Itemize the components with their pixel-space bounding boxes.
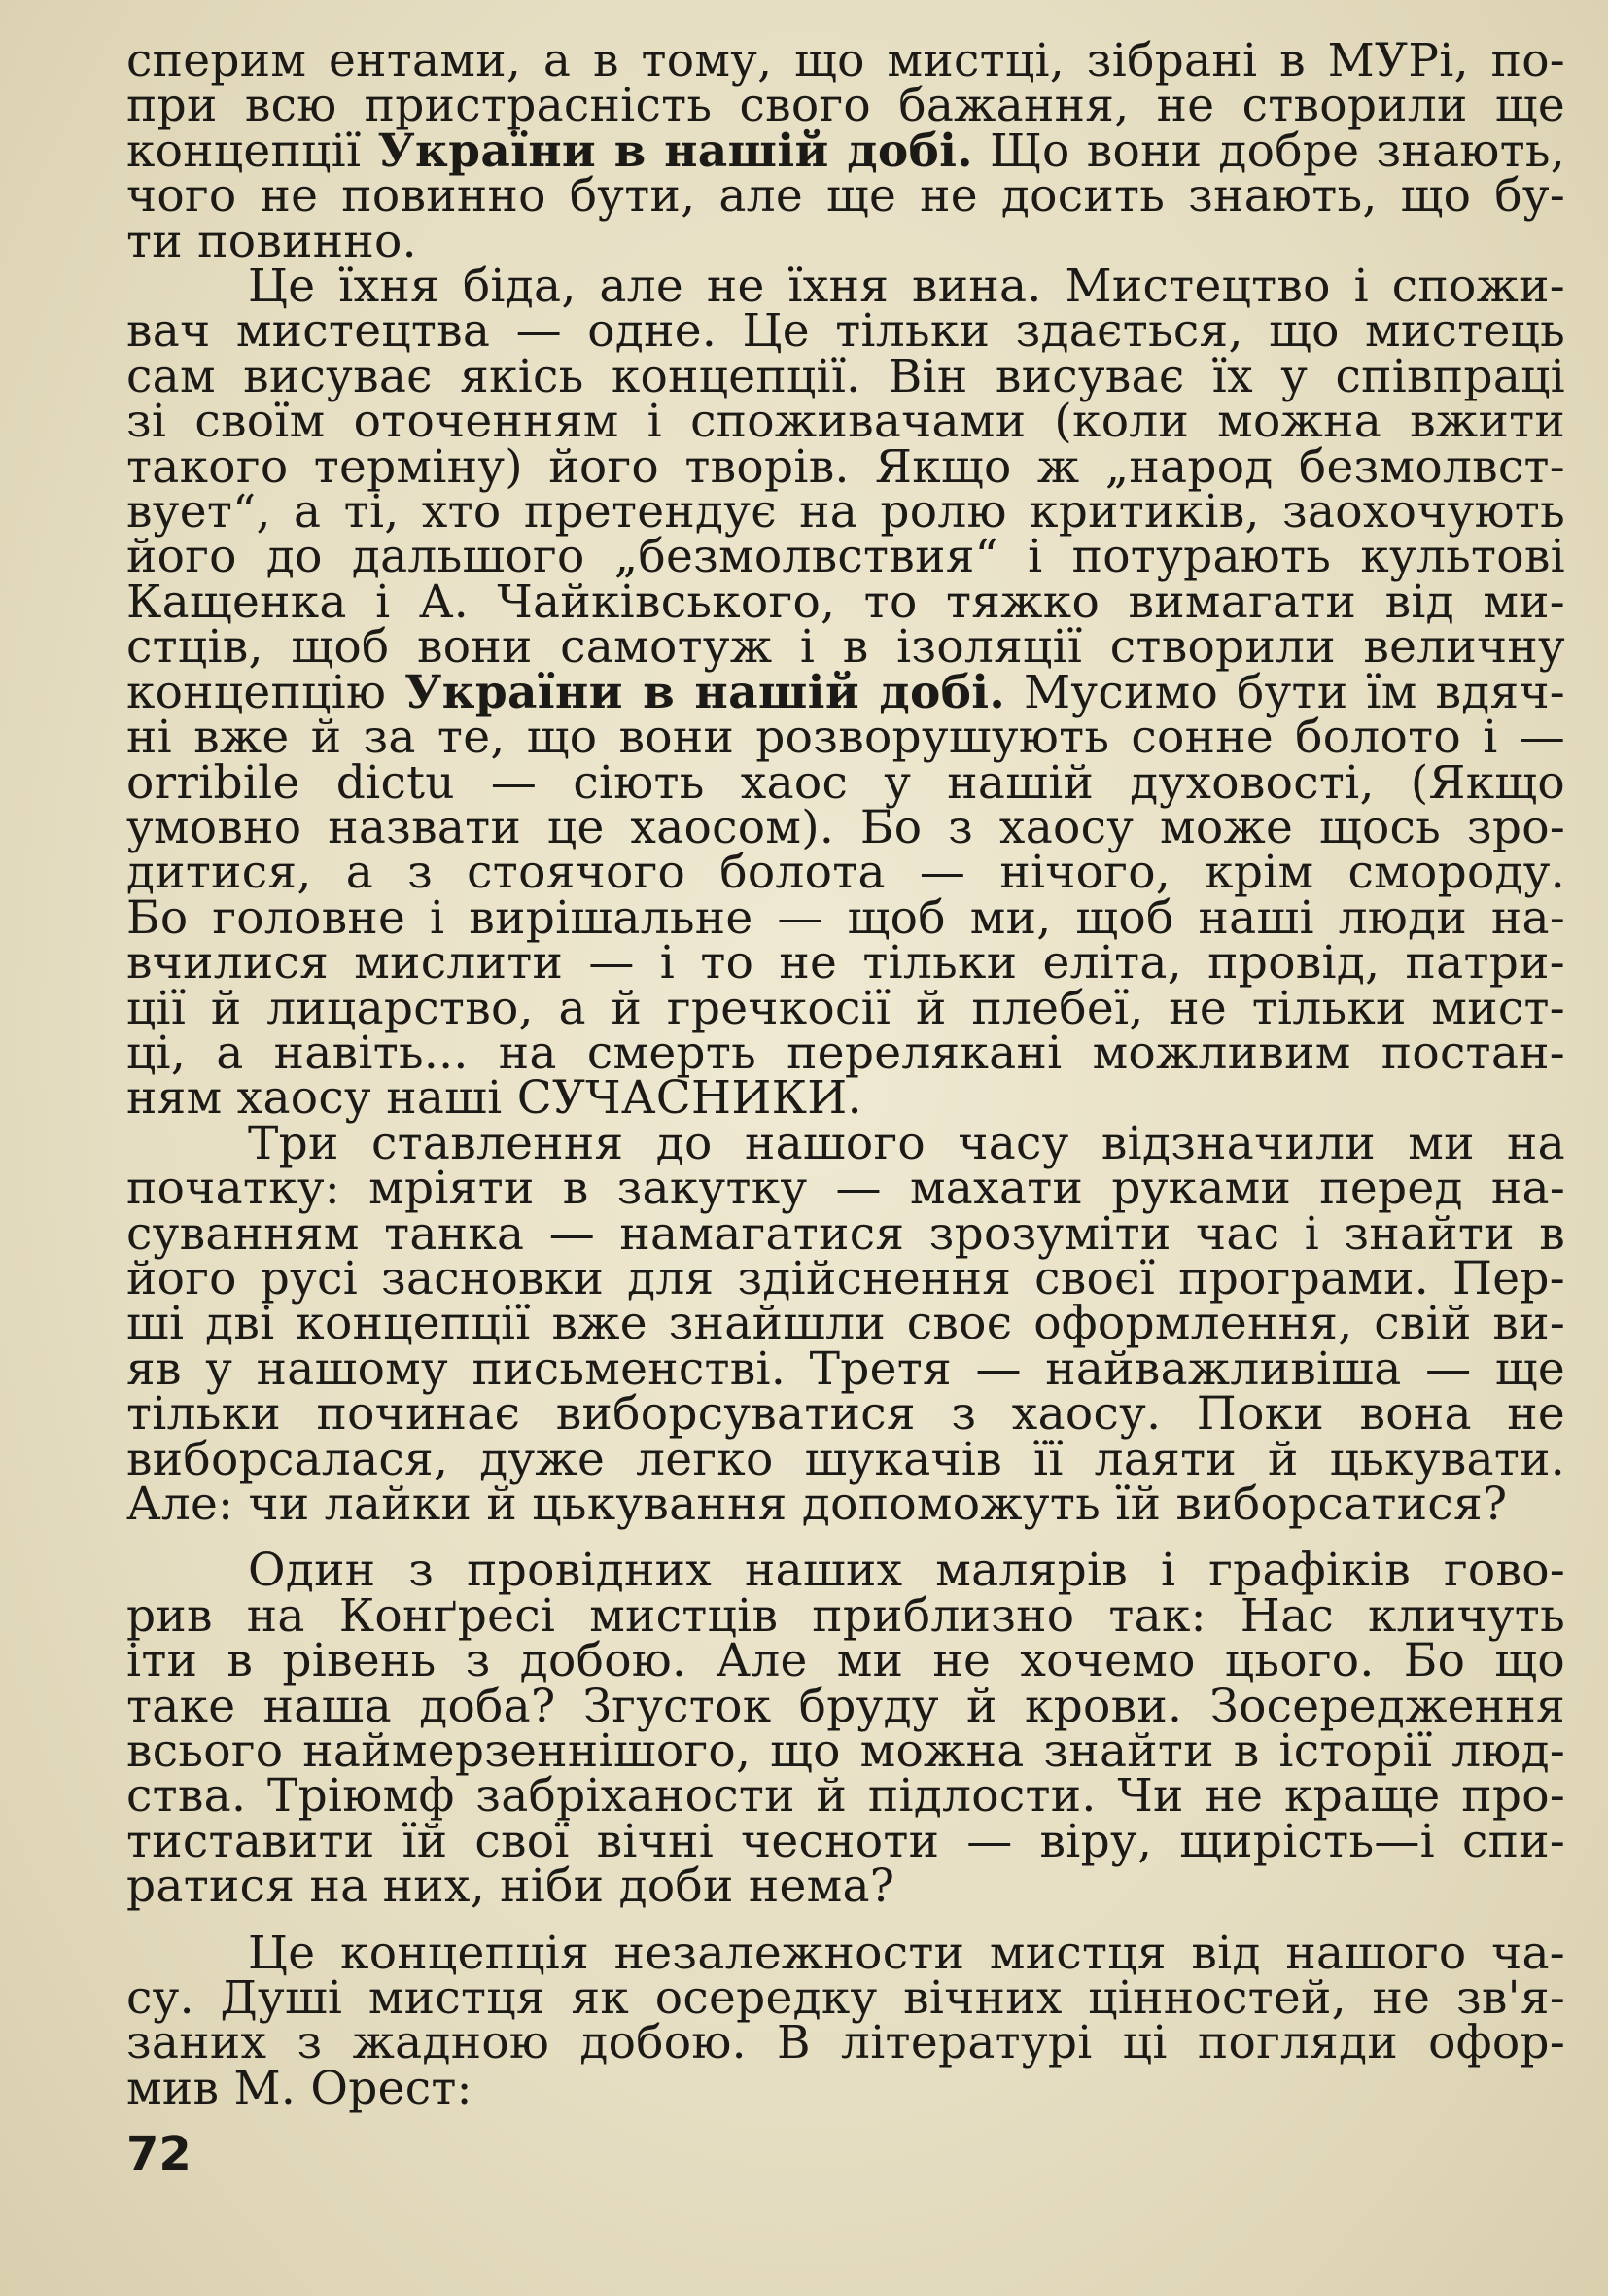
text-line: вчилися мислити — і то не тільки еліта, провід, патри- <box>126 936 1565 991</box>
text-line: вует“, а ті, хто претендує на ролю критиків, заохочують <box>126 485 1565 539</box>
text-line: його до дальшого „безмолвствия“ і потурають культові <box>126 530 1565 584</box>
text-line: при всю пристрасність свого бажання, не створили ще <box>126 79 1565 133</box>
text-line: orribile dictu — сіють хаос у нашій духовості, (Якщо <box>126 755 1565 810</box>
page-number: 72 <box>126 2127 192 2181</box>
text-line: Бо головне і вирішальне — щоб ми, щоб наші люди на- <box>126 890 1565 945</box>
paragraph-1 <box>126 34 1566 268</box>
paragraph-2 <box>126 260 1565 1126</box>
text-line: рив на Конґресі мистців приблизно так: Нас кличуть <box>126 1588 1565 1643</box>
text-line: ти повинно. <box>126 214 417 268</box>
text-line: таке наша доба? Згусток бруду й крови. Зосередження <box>126 1679 1565 1733</box>
text-line: ші дві концепції вже знайшли своє оформлення, свій ви- <box>126 1297 1565 1351</box>
text-line: тиставити їй свої вічні чесноти — віру, щирість—і спи- <box>126 1814 1565 1868</box>
text-line: дитися, а з стоячого болота — нічого, крім смороду. <box>126 846 1565 900</box>
emphasis-text: України в нашій добі. <box>404 665 1006 719</box>
text-line: ні вже й за те, що вони розворушують сонне болото і — <box>126 711 1565 765</box>
text-line: ції й лицарство, а й гречкосії й плебеї, не тільки мист- <box>126 981 1565 1035</box>
text-line: початку: мріяти в закутку — махати руками перед на- <box>126 1162 1565 1216</box>
text-line: ратися на них, ніби доби нема? <box>126 1860 895 1914</box>
text-line: яв у нашому письменстві. Третя — найважливіша — ще <box>126 1341 1565 1396</box>
text-line: його русі засновки для здійснення своєї програми. Пер- <box>126 1251 1565 1305</box>
text-line: сам висуває якісь концепції. Він висуває їх у співпраці <box>126 349 1565 403</box>
text-line: Це їхня біда, але не їхня вина. Мистецтво і спожи- <box>248 260 1565 314</box>
text-line: ням хаосу наші СУЧАСНИКИ. <box>126 1071 862 1126</box>
text-line: Але: чи лайки й цькування допоможуть їй виборсатися? <box>126 1478 1508 1531</box>
text-line: виборсалася, дуже легко шукачів її лаяти й цькувати. <box>126 1432 1565 1486</box>
paragraph-5 <box>126 1926 1565 2115</box>
text-line: су. Душі мистця як осередку вічних цінностей, не зв'я- <box>126 1971 1565 2026</box>
text-line: мив М. Орест: <box>126 2061 472 2115</box>
paragraph-3 <box>126 1116 1565 1531</box>
text-line: стців, щоб вони самотуж і в ізоляції створили величну <box>126 620 1565 675</box>
text-line: Один з провідних наших малярів і графіків гово- <box>248 1544 1565 1598</box>
text-line: зі своїм оточенням і споживачами (коли можна вжити <box>126 395 1565 449</box>
paragraph-4 <box>126 1544 1565 1914</box>
text-line: заних з жадною добою. В літературі ці погляди офор- <box>126 2016 1565 2070</box>
text-line: такого терміну) його творів. Якщо ж „народ безмолвст- <box>126 439 1565 494</box>
text-line: ці, а навіть... на смерть перелякані можливим постан- <box>126 1026 1565 1080</box>
text-line: чого не повинно бути, але ще не досить знають, що бу- <box>126 169 1565 224</box>
text-line: концепцію України в нашій добі. Мусимо бути їм вдяч- <box>126 665 1565 719</box>
text-line: сперим ентами, а в тому, що мистці, зібрані в МУРі, по- <box>126 34 1565 87</box>
text-line: умовно назвати це хаосом). Бо з хаосу може щось зро- <box>126 800 1565 854</box>
text-line: тільки починає виборсуватися з хаосу. Поки вона не <box>126 1387 1565 1442</box>
text-line: концепції України в нашій добі. Що вони добре знають, <box>126 123 1566 178</box>
text-line: Кащенка і А. Чайківського, то тяжко вимагати від ми- <box>126 574 1565 629</box>
text-line: Це концепція незалежности мистця від нашого ча- <box>248 1926 1565 1980</box>
text-line: Три ставлення до нашого часу відзначили ми на <box>248 1116 1565 1170</box>
text-line: суванням танка — намагатися зрозуміти час і знайти в <box>126 1206 1565 1261</box>
text-line: іти в рівень з добою. Але ми не хочемо цього. Бо що <box>126 1634 1565 1688</box>
text-line: ства. Тріюмф забріханости й підлости. Чи не краще про- <box>126 1769 1565 1824</box>
page-body <box>126 34 1566 2115</box>
text-line: вач мистецтва — одне. Це тільки здається, що мистець <box>126 304 1565 359</box>
text-line: всього наймерзеннішого, що можна знайти в історії люд- <box>126 1724 1565 1779</box>
emphasis-text: України в нашій добі. <box>377 123 973 178</box>
